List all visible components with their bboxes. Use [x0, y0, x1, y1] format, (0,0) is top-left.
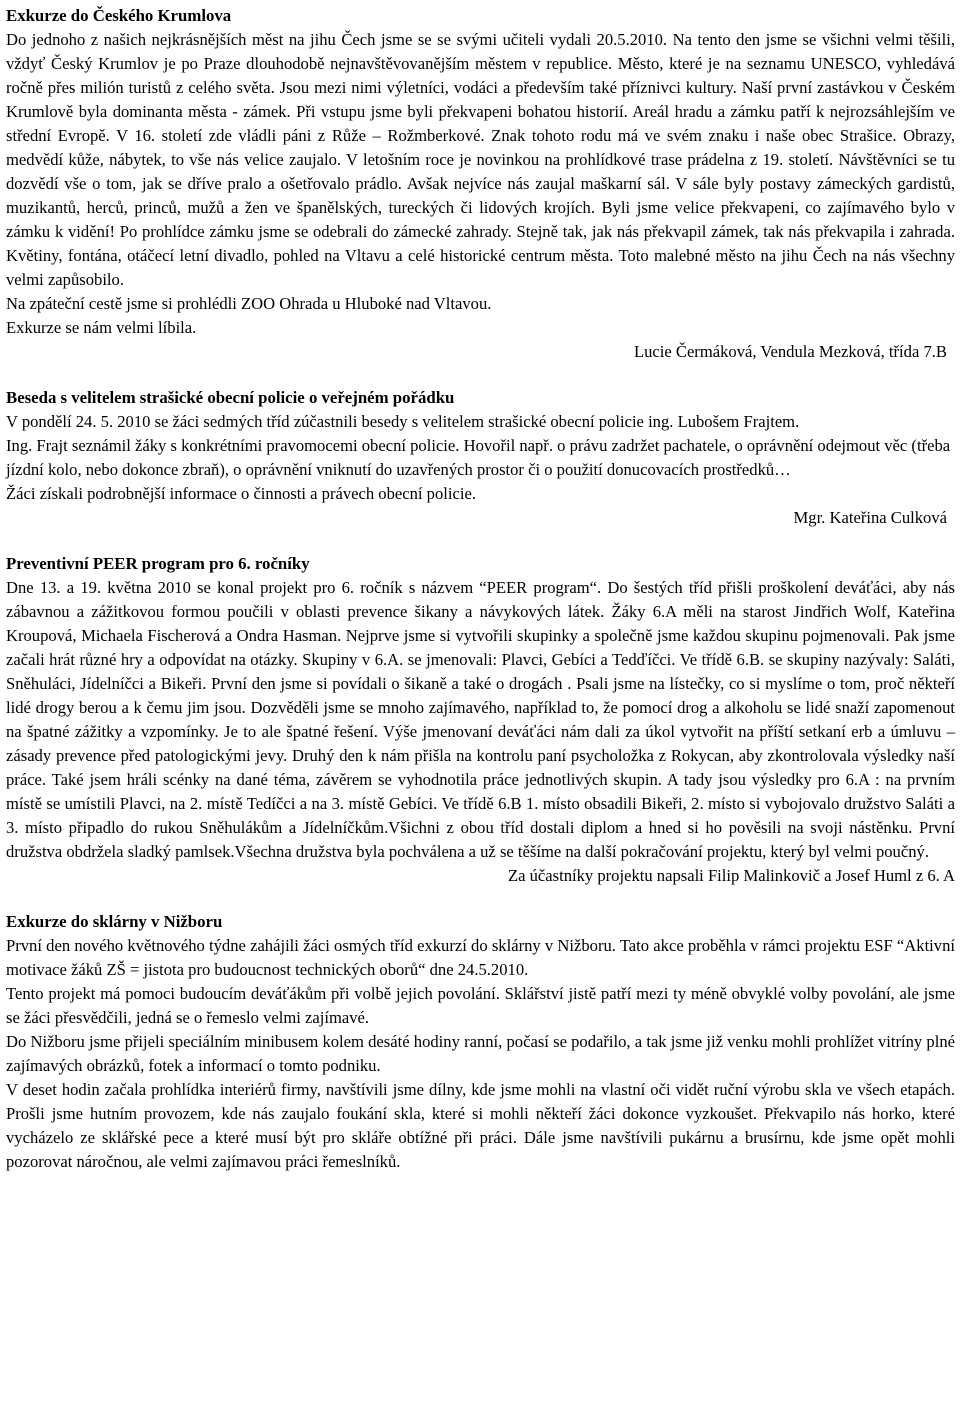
article-paragraph: Do jednoho z našich nejkrásnějších měst na jihu Čech jsme se se svými učiteli vydali 20.5.2010. Na tento den jsme se všichni velmi těšili, vždyť Český Krumlov je po Praze dlouhodobě nejnavštěvovanějším městem v republice. Město, které je na seznamu UNESCO, vyhledává ročně přes milión turistů z celého světa. Jsou mezi nimi výletníci, vodáci a především také příznivci kultury. Naší první zastávkou v Českém Krumlově byla dominanta města - zámek. Při vstupu jsme byli překvapeni bohatou historií. Areál hradu a zámku patří k nejrozsáhlejším ve střední Evropě. V 16. století zde vládli páni z Růže – Rožmberkové. Znak tohoto rodu má ve svém znaku i naše obec Strašice. Obrazy, medvědí kůže, nábytek, to vše nás velice zaujalo. V letošním roce je novinkou na prohlídkové trase prádelna z 19. století. Návštěvníci se tu dozvědí vše o tom, jak se dříve pralo a ošetřovalo prádlo. Avšak nejvíce nás zaujal maškarní sál. V sále byly postavy zámeckých gardistů, muzikantů, herců, princů, mužů a žen ve španělských, tureckých či lidových krojích. Byli jsme velice překvapeni, co zajímavého bylo v zámku k vidění! Po prohlídce zámku jsme se odebrali do zámecké zahrady. Stejně tak, jak nás překvapil zámek, tak nás překvapila i zahrada. Květiny, fontána, otáčecí letní divadlo, pohled na Vltavu a celé historické centrum města. Toto malebné město na jihu Čech na nás všechny velmi zapůsobilo.	[6, 30, 955, 289]
article-sklarna-nizbor	[6, 910, 955, 1174]
article-paragraph: Žáci získali podrobnější informace o činnosti a právech obecní policie.	[6, 484, 476, 503]
article-paragraph: Dne 13. a 19. května 2010 se konal projekt pro 6. ročník s názvem “PEER program“. Do šestých tříd přišli proškolení deváťáci, aby nás zábavnou a zážitkovou formou poučili v oblasti prevence šikany a návykových látek. Žáky 6.A měli na starost Jindřich Wolf, Kateřina Kroupová, Michaela Fischerová a Ondra Hasman. Nejprve jsme si vytvořili skupinky a společně jsme každou skupinu pojmenovali. Pak jsme začali hrát různé hry a odpovídat na otázky. Skupiny v 6.A. se jmenovali: Plavci, Gebíci a Tedďíčci. Ve třídě 6.B. se skupiny nazývaly: Saláti, Sněhuláci, Jídelníčci a Bikeři. První den jsme si povídali o šikaně a také o drogách . Psali jsme na lístečky, co si myslíme o tom, proč někteří lidé drogy berou a k čemu jim jsou. Dozvěděli jsme se mnoho zajímavého, například to, že pomocí drog a alkoholu se lidé snaží zapomenout na špatné zážitky a vzpomínky. Je to ale špatné řešení. Výše jmenovaní deváťáci nám dali za úkol vytvořit na příští setkaní erb a úmluvu – zásady prevence před patologickými jevy. Druhý den k nám přišla na kontrolu paní psycholožka z Rokycan, aby zkontrolovala výsledky naší práce. Také jsem hráli scénky na dané téma, závěrem se vyhodnotila práce jednotlivých skupin. A tady jsou výsledky pro 6.A : na prvním místě se umístili Plavci, na 2. místě Tedíčci a na 3. místě Gebíci. Ve třídě 6.B 1. místo obsadili Bikeři, 2. místo si vybojovalo družstvo Saláti a 3. místo připadlo do rukou Sněhulákům a Jídelníčkům.Všichni z obou tříd dostali diplom a hned si ho pověsili na svoji nástěnku. První družstva obdržela sladký pamlsek.Všechna družstva byla pochválena a už se těšíme na další pokračování projektu, který byl velmi poučný.	[6, 578, 955, 861]
article-title: Exkurze do Českého Krumlova	[6, 6, 232, 25]
article-paragraph: Do Nižboru jsme přijeli speciálním minibusem kolem desáté hodiny ranní, počasí se podařilo, a tak jsme již venku mohli prohlížet vitríny plné zajímavých obrázků, fotek a informací o tomto podniku.	[6, 1032, 955, 1075]
article-paragraph: První den nového květnového týdne zahájili žáci osmých tříd exkurzí do sklárny v Nižboru. Tato akce proběhla v rámci projektu ESF “Aktivní motivace žáků ZŠ = jistota pro budoucnost technických oborů“ dne 24.5.2010.	[6, 936, 955, 979]
article-cesky-krumlov	[6, 4, 955, 364]
article-paragraph: Ing. Frajt seznámil žáky s konkrétními pravomocemi obecní policie. Hovořil např. o právu zadržet pachatele, o oprávnění odejmout věc (třeba jízdní kolo, nebo dokonce zbraň), o oprávnění vniknutí do uzavřených prostor či o použití donucovacích prostředků…	[6, 436, 951, 479]
article-title: Exkurze do sklárny v Nižboru	[6, 912, 223, 931]
article-beseda-policie	[6, 386, 955, 530]
article-paragraph: Exkurze se nám velmi líbila.	[6, 318, 197, 337]
newsletter-page	[6, 4, 955, 1174]
article-signature: Za účastníky projektu napsali Filip Malinkovič a Josef Huml z 6. A	[507, 866, 955, 885]
article-paragraph: V pondělí 24. 5. 2010 se žáci sedmých tříd zúčastnili besedy s velitelem strašické obecní policie ing. Lubošem Frajtem.	[6, 412, 800, 431]
article-paragraph: V deset hodin začala prohlídka interiérů firmy, navštívili jsme dílny, kde jsme mohli na vlastní oči vidět ruční výrobu skla ve všech etapách. Prošli jsme hutním provozem, kde nás zaujalo foukání skla, které si mohli někteří žáci dokonce vyzkoušet. Překvapilo nás horko, které vycházelo ze sklářské pece a které musí být pro skláře obtížné při práci. Dále jsme navštívili pukárnu a brusírnu, kde jsme opět mohli pozorovat náročnou, ale velmi zajímavou práci řemeslníků.	[6, 1080, 955, 1171]
article-signature: Mgr. Kateřina Culková	[793, 508, 947, 527]
article-paragraph: Na zpáteční cestě jsme si prohlédli ZOO Ohrada u Hluboké nad Vltavou.	[6, 294, 492, 313]
article-paragraph: Tento projekt má pomoci budoucím deváťákům při volbě jejich povolání. Sklářství jistě patří mezi ty méně obvyklé volby povolání, ale jsme se žáci přesvědčili, jedná se o řemeslo velmi zajímavé.	[6, 984, 955, 1027]
article-signature: Lucie Čermáková, Vendula Mezková, třída 7.B	[633, 342, 947, 361]
article-title: Beseda s velitelem strašické obecní policie o veřejném pořádku	[6, 388, 455, 407]
article-peer-program	[6, 552, 955, 888]
article-title: Preventivní PEER program pro 6. ročníky	[6, 554, 310, 573]
